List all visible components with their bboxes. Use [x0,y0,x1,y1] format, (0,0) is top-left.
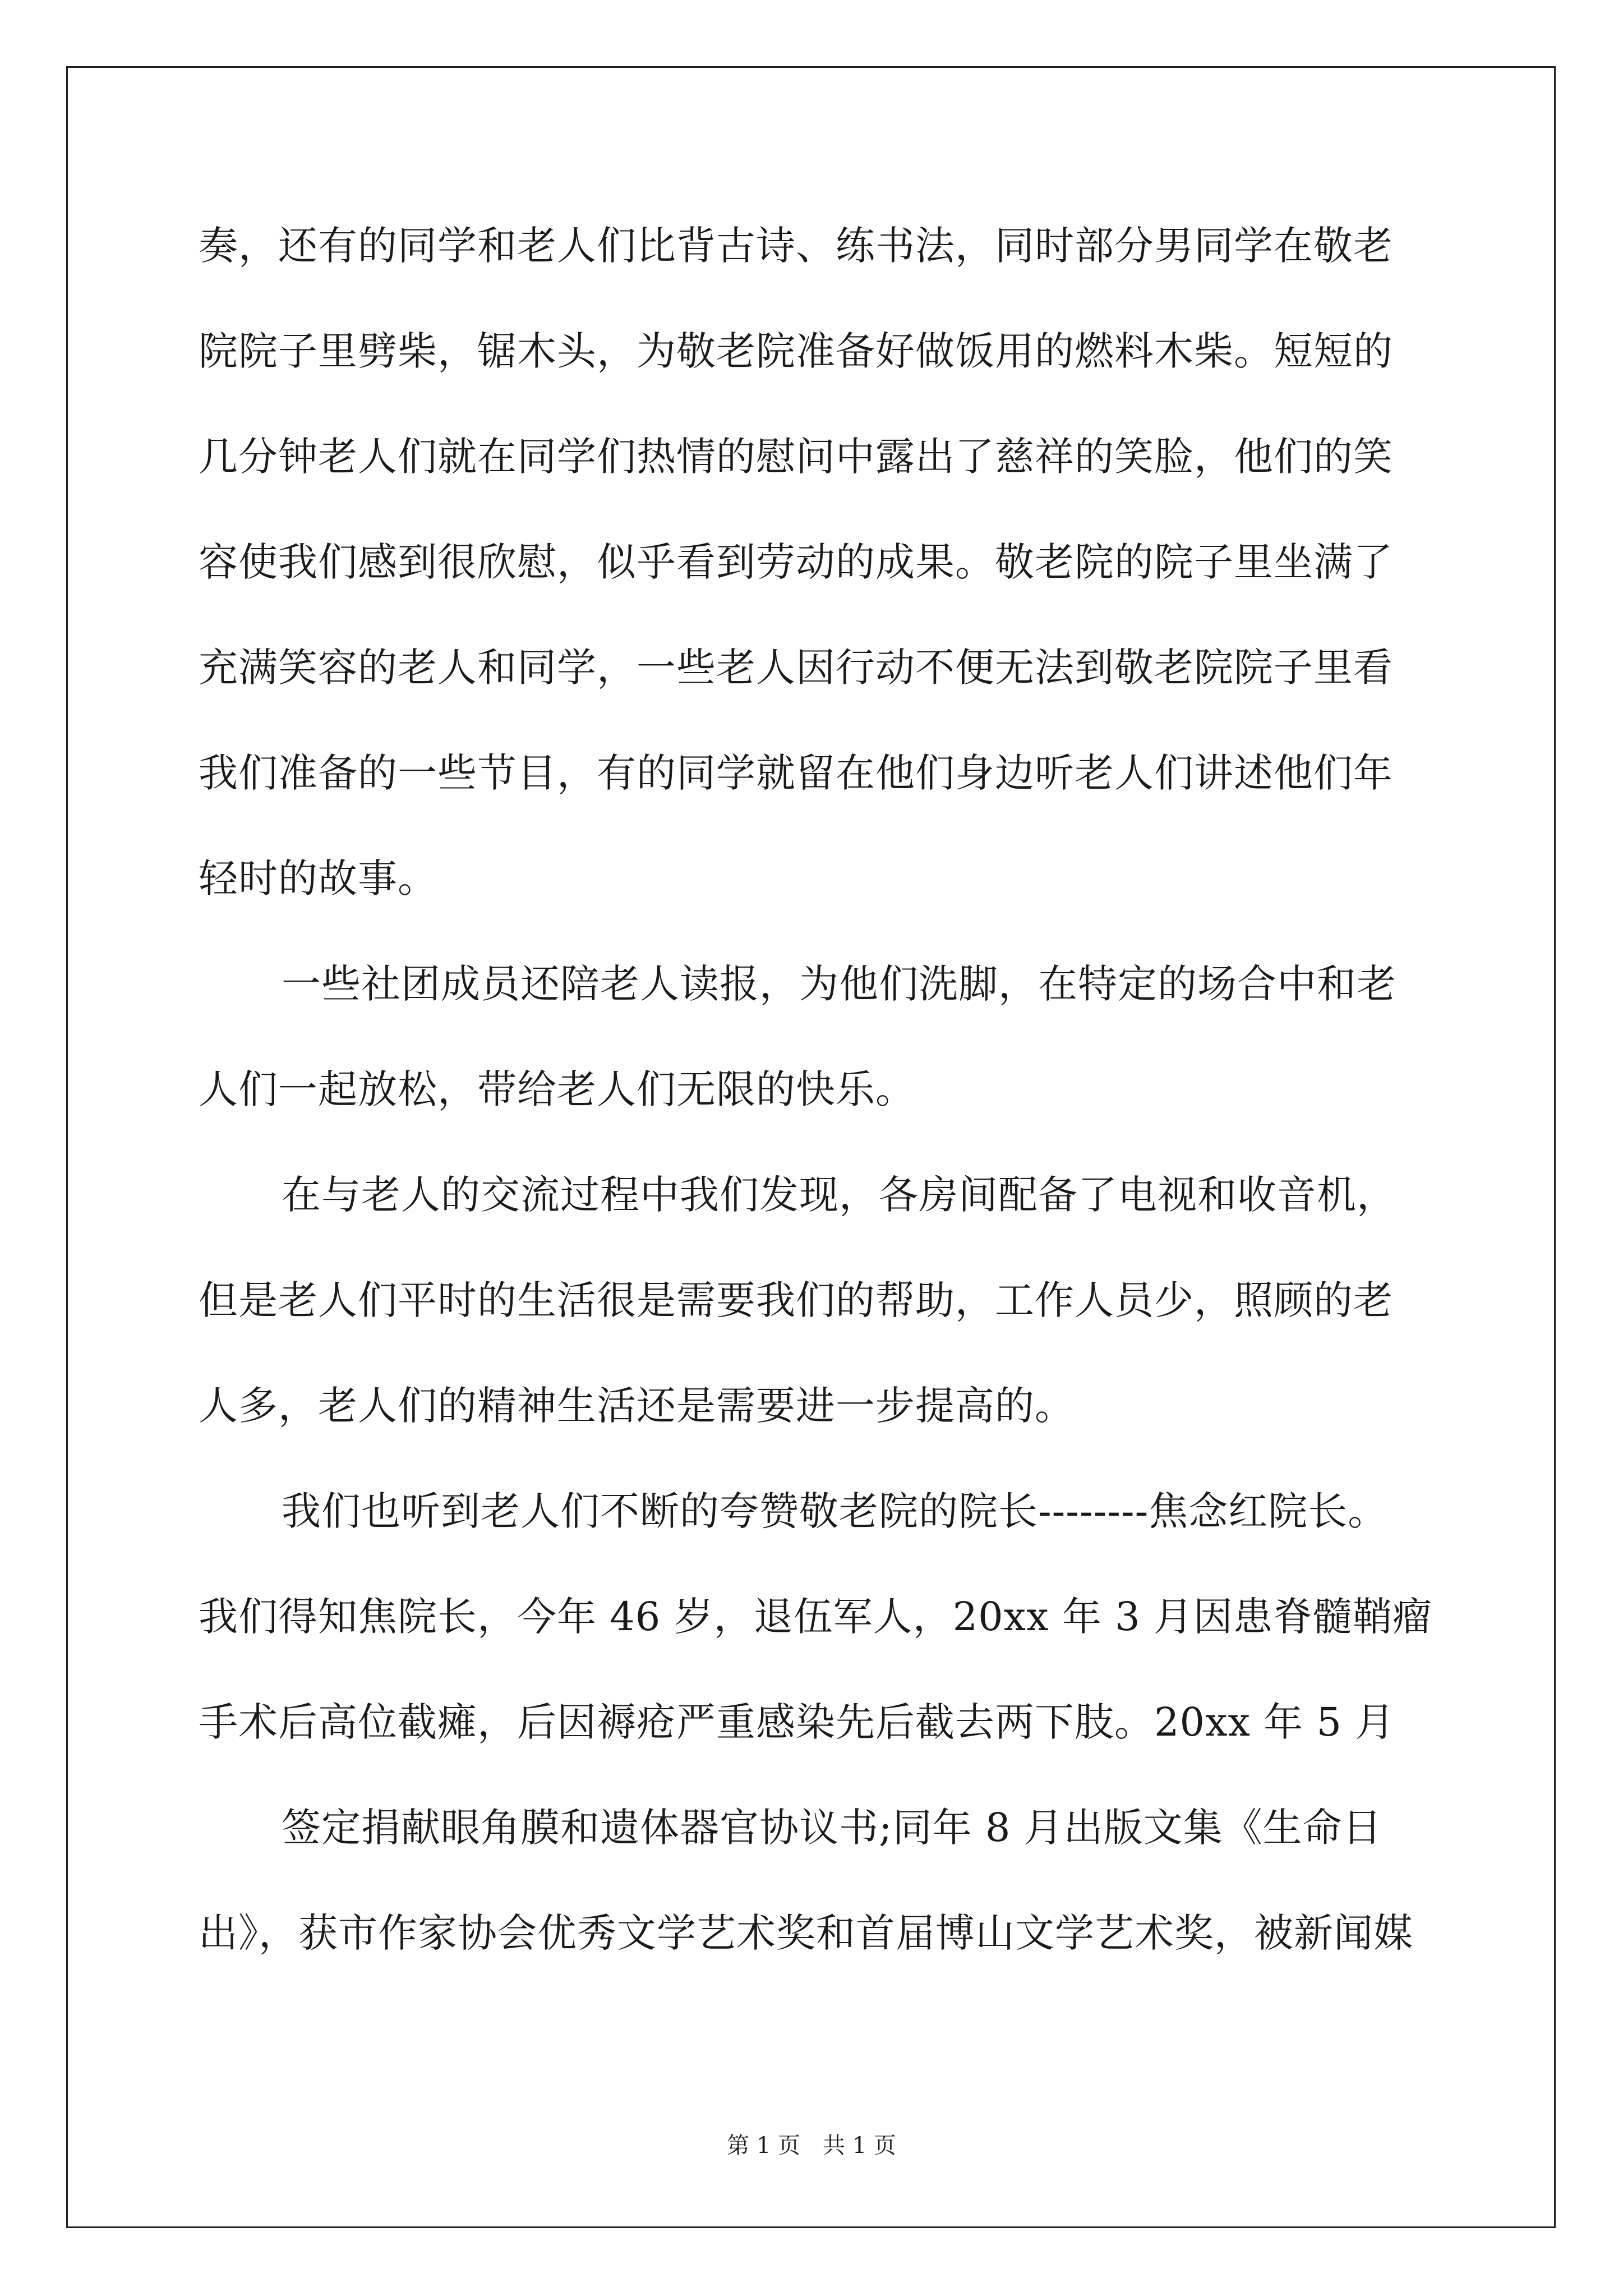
text-line: 容使我们感到很欣慰，似乎看到劳动的成果。敬老院的院子里坐满了 [199,539,1393,585]
page-footer: 第 1 页 共 1 页 [727,2133,896,2159]
paragraph-first-line: 在与老人的交流过程中我们发现，各房间配备了电视和收音机， [282,1172,1396,1218]
paragraph-first-line: 我们也听到老人们不断的夸赞敬老院的院长--------焦念红院长。 [282,1488,1388,1534]
text-line: 出》，获市作家协会优秀文学艺术奖和首届博山文学艺术奖，被新闻媒 [199,1910,1413,1956]
text-line: 人们一起放松，带给老人们无限的快乐。 [199,1066,915,1112]
text-line: 充满笑容的老人和同学，一些老人因行动不便无法到敬老院院子里看 [199,645,1393,691]
text-line: 我们得知焦院长，今年 46 岁，退伍军人，20xx 年 3 月因患脊髓鞘瘤 [199,1594,1432,1640]
paragraph-first-line: 一些社团成员还陪老人读报，为他们洗脚，在特定的场合中和老 [282,961,1396,1007]
text-line: 轻时的故事。 [199,855,437,901]
paragraph-first-line: 签定捐献眼角膜和遗体器官协议书;同年 8 月出版文集《生命日 [282,1805,1382,1851]
text-line: 几分钟老人们就在同学们热情的慰问中露出了慈祥的笑脸，他们的笑 [199,434,1393,480]
text-line: 奏，还有的同学和老人们比背古诗、练书法，同时部分男同学在敬老 [199,223,1393,269]
text-line: 院院子里劈柴，锯木头，为敬老院准备好做饭用的燃料木柴。短短的 [199,328,1393,374]
text-line: 但是老人们平时的生活很是需要我们的帮助，工作人员少，照顾的老 [199,1277,1393,1323]
text-line: 手术后高位截瘫，后因褥疮严重感染先后截去两下肢。20xx 年 5 月 [199,1699,1395,1745]
text-line: 人多，老人们的精神生活还是需要进一步提高的。 [199,1383,1075,1429]
text-line: 我们准备的一些节目，有的同学就留在他们身边听老人们讲述他们年 [199,750,1393,796]
